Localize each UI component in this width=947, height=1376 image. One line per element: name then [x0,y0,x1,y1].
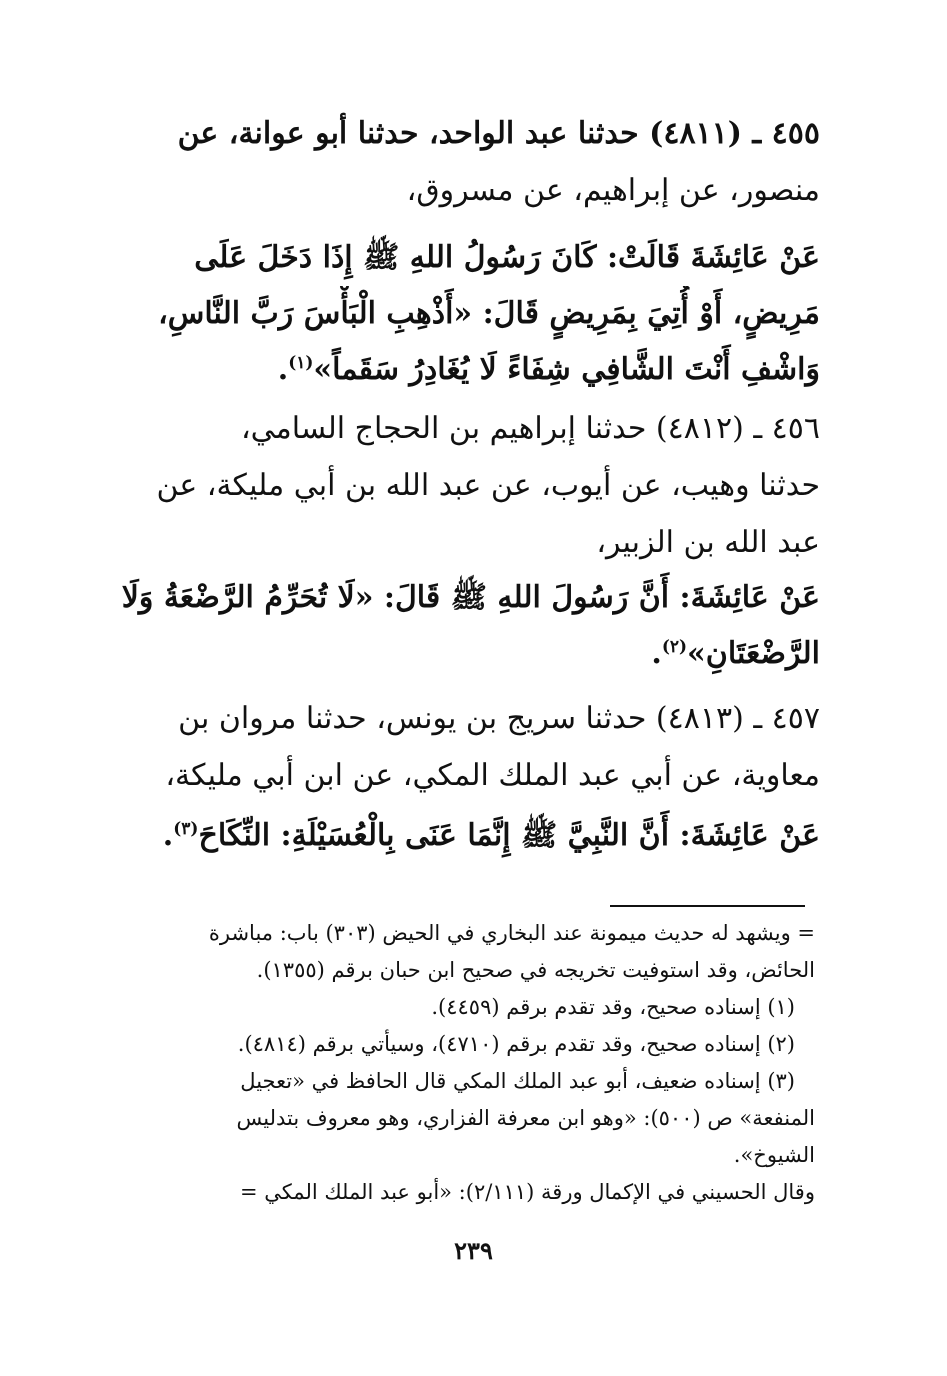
footnote-line: الشيوخ». [733,1143,815,1167]
isnad-line: منصور، عن إبراهيم، عن مسروق، [406,173,820,208]
matn-text: عَنْ عَائِشَةَ: أَنَّ النَّبِيَّ ﷺ إِنَّمَا عَنَى بِالْعُسَيْلَةِ: النِّكَاحَ [198,818,820,853]
sentence-end: . [651,636,662,671]
hadith-entry-455-matn [110,230,820,398]
footnote-1: (١) إسناده صحيح، وقد تقدم برقم (٤٤٥٩). [431,995,795,1019]
sentence-end: . [162,818,174,853]
matn-line-last [110,626,820,682]
matn-line-last [110,808,820,864]
matn-line: عَنْ عَائِشَةَ قَالَتْ: كَانَ رَسُولُ اللهِ ﷺ إِذَا دَخَلَ عَلَى [194,240,820,275]
footnote-line: = ويشهد له حديث ميمونة عند البخاري في الحيض (٣٠٣) باب: مباشرة [208,921,815,945]
isnad-line: ٤٥٥ ـ (٤٨١١) حدثنا عبد الواحد، حدثنا أبو عوانة، عن [177,116,820,151]
matn-line: عَنْ عَائِشَةَ: أَنَّ رَسُولَ اللهِ ﷺ قَالَ: «لَا تُحَرِّمُ الرَّضْعَةُ وَلَا [121,580,820,615]
sentence-end: . [277,352,289,387]
isnad-line: حدثنا وهيب، عن أيوب، عن عبد الله بن أبي مليكة، عن [156,468,820,503]
matn-text: الرَّضْعَتَانِ» [687,636,820,671]
footnote-2: (٢) إسناده صحيح، وقد تقدم برقم (٤٧١٠)، وسيأتي برقم (٤٨١٤). [237,1032,795,1056]
footnote-separator [610,905,805,907]
hadith-entry-456-isnad [110,400,820,571]
footnote-ref-2: (٢) [661,637,688,657]
isnad-line: ٤٥٦ ـ (٤٨١٢) حدثنا إبراهيم بن الحجاج السامي، [240,411,820,446]
hadith-entry-457-matn [110,808,820,864]
footnote-line: وقال الحسيني في الإكمال ورقة (٢/١١١): «أبو عبد الملك المكي = [239,1180,815,1204]
hadith-entry-457-isnad [110,690,820,804]
page-number: ٢٣٩ [454,1236,493,1265]
footnote-line: الحائض، وقد استوفيت تخريجه في صحيح ابن حبان برقم (١٣٥٥). [256,958,815,982]
footnote-ref-1: (١) [288,353,314,373]
isnad-line: معاوية، عن أبي عبد الملك المكي، عن ابن أبي مليكة، [165,758,820,793]
footnote-3: (٣) إسناده ضعيف، أبو عبد الملك المكي قال الحافظ في «تعجيل [240,1069,795,1093]
matn-line: مَرِيضٍ، أَوْ أُتِيَ بِمَرِيضٍ قَالَ: «أَذْهِبِ الْبَأْسَ رَبَّ النَّاسِ، [158,296,820,331]
matn-text: وَاشْفِ أَنْتَ الشَّافِي شِفَاءً لَا يُغَادِرُ سَقَماً» [313,352,820,387]
isnad-line: عبد الله بن الزبير، [596,525,820,560]
footnotes [110,915,815,1211]
footnote-line: المنفعة» ص (٥٠٠): «وهو ابن معرفة الفزاري، وهو معروف بتدليس [236,1106,815,1130]
matn-line-last [110,342,820,398]
footnote-ref-3: (٣) [173,819,199,839]
hadith-entry-455-isnad [110,105,820,219]
hadith-entry-456-matn [110,570,820,682]
isnad-line: ٤٥٧ ـ (٤٨١٣) حدثنا سريج بن يونس، حدثنا مروان بن [178,701,820,736]
